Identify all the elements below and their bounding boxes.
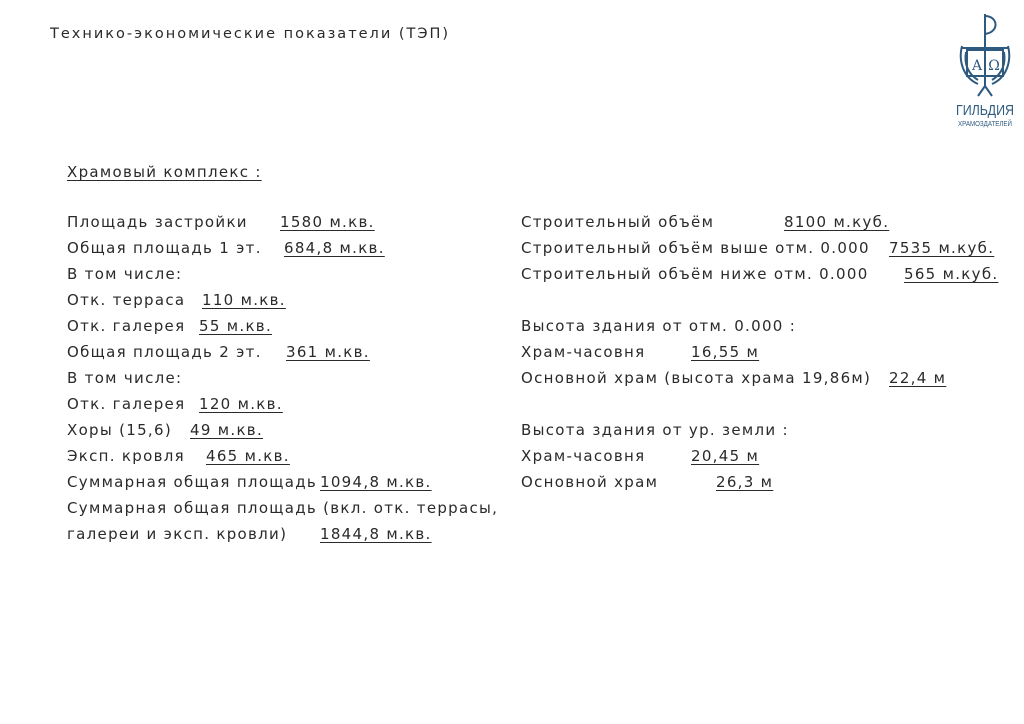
height-zero-title: Высота здания от отм. 0.000 : [521, 317, 797, 335]
chapel-ground-label: Храм-часовня [521, 447, 646, 465]
sum-label: Суммарная общая площадь [67, 473, 318, 491]
roof-label: Эксп. кровля [67, 447, 185, 465]
volume-above-value: 7535 м.куб. [889, 239, 995, 257]
area-value: 1580 м.кв. [280, 213, 375, 231]
volume-label: Строительный объём [521, 213, 715, 231]
sum2-value: 1844,8 м.кв. [320, 525, 432, 543]
logo-name: ГИЛЬДИЯ [956, 102, 1014, 119]
choir-label: Хоры (15,6) [67, 421, 172, 439]
total1-label: Общая площадь 1 эт. [67, 239, 262, 257]
volume-below-label: Строительный объём ниже отм. 0.000 [521, 265, 869, 283]
height-ground-title: Высота здания от ур. земли : [521, 421, 789, 439]
main-ground-value: 26,3 м [716, 473, 774, 491]
main-zero-label: Основной храм (высота храма 19,86м) [521, 369, 872, 387]
gallery1-value: 55 м.кв. [199, 317, 273, 335]
section-title: Храмовый комплекс : [67, 163, 262, 181]
omega-letter: Ω [988, 58, 1000, 74]
guild-logo [954, 12, 1020, 130]
roof-value: 465 м.кв. [206, 447, 290, 465]
terrace-value: 110 м.кв. [202, 291, 286, 309]
gallery1-label: Отк. галерея [67, 317, 186, 335]
volume-above-label: Строительный объём выше отм. 0.000 [521, 239, 870, 257]
total2-label: Общая площадь 2 эт. [67, 343, 262, 361]
total1-value: 684,8 м.кв. [284, 239, 385, 257]
gallery2-label: Отк. галерея [67, 395, 186, 413]
total2-value: 361 м.кв. [286, 343, 370, 361]
choir-value: 49 м.кв. [190, 421, 264, 439]
chapel-ground-value: 20,45 м [691, 447, 760, 465]
main-ground-label: Основной храм [521, 473, 659, 491]
incl1-label: В том числе: [67, 265, 183, 283]
terrace-label: Отк. терраса [67, 291, 186, 309]
sum2-label-line2: галереи и эксп. кровли) [67, 525, 288, 543]
chapel-zero-value: 16,55 м [691, 343, 760, 361]
sum2-label-line1: Суммарная общая площадь (вкл. отк. террасы, [67, 499, 499, 517]
sum-value: 1094,8 м.кв. [320, 473, 432, 491]
page-title: Технико-экономические показатели (ТЭП) [50, 26, 451, 42]
area-label: Площадь застройки [67, 213, 248, 231]
main-zero-value: 22,4 м [889, 369, 947, 387]
incl2-label: В том числе: [67, 369, 183, 387]
alpha-letter: А [971, 58, 983, 74]
volume-below-value: 565 м.куб. [904, 265, 999, 283]
logo-subtitle: ХРАМОЗДАТЕЛЕЙ [958, 121, 1020, 128]
volume-value: 8100 м.куб. [784, 213, 890, 231]
chapel-zero-label: Храм-часовня [521, 343, 646, 361]
gallery2-value: 120 м.кв. [199, 395, 283, 413]
